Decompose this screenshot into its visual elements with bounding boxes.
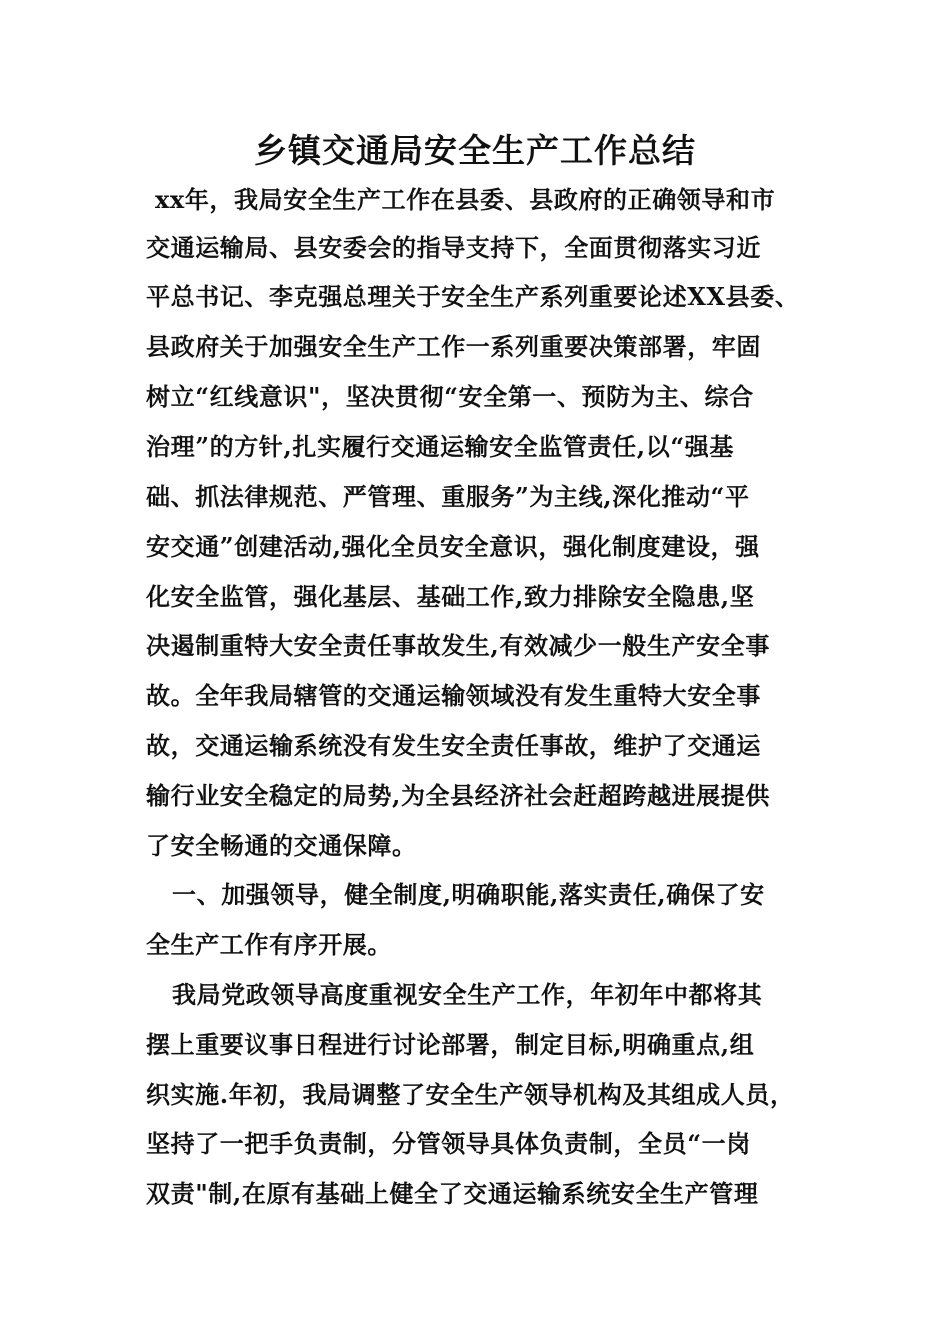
body-line: 输行业安全稳定的局势,为全县经济社会赶超跨越进展提供 — [146, 781, 770, 810]
body-line: 织实施.年初，我局调整了安全生产领导机构及其组成人员， — [146, 1080, 795, 1109]
body-line: 树立“红线意识"，坚决贯彻“安全第一、预防为主、综合 — [146, 382, 754, 411]
body-line: 我局党政领导高度重视安全生产工作，年初年中都将其 — [172, 980, 763, 1009]
body-line: 摆上重要议事日程进行讨论部署，制定目标,明确重点,组 — [146, 1030, 755, 1059]
document-title: 乡镇交通局安全生产工作总结 — [254, 131, 696, 170]
section-heading-line: 一、加强领导，健全制度,明确职能,落实责任,确保了安 — [172, 880, 765, 909]
body-line: 交通运输局、县安委会的指导支持下，全面贯彻落实习近 — [146, 233, 761, 262]
body-line: 双责"制,在原有基础上健全了交通运输系统安全生产管理 — [146, 1179, 759, 1208]
body-line: 故，交通运输系统没有发生安全责任事故，维护了交通运 — [146, 731, 761, 760]
body-line: 治理”的方针,扎实履行交通运输安全监管责任,以“强基 — [146, 432, 734, 461]
body-line: 安交通”创建活动,强化全员安全意识，强化制度建设，强 — [146, 532, 760, 561]
body-line: 坚持了一把手负责制，分管领导具体负责制，全员“一岗 — [146, 1129, 751, 1158]
body-line: 化安全监管，强化基层、基础工作,致力排除安全隐患,坚 — [146, 582, 755, 611]
body-line: xx年，我局安全生产工作在县委、县政府的正确领导和市 — [155, 185, 776, 214]
body-line: 县政府关于加强安全生产工作一系列重要决策部署，牢固 — [146, 332, 761, 361]
body-line: 决遏制重特大安全责任事故发生,有效减少一般生产安全事 — [146, 631, 770, 660]
body-line: 了安全畅通的交通保障。 — [146, 831, 417, 860]
body-line: 础、抓法律规范、严管理、重服务”为主线,深化推动“平 — [146, 482, 750, 511]
body-line: 故。全年我局辖管的交通运输领域没有发生重特大安全事 — [146, 681, 761, 710]
body-line: 平总书记、李克强总理关于安全生产系列重要论述XX县委、 — [146, 282, 800, 311]
section-heading-line: 全生产工作有序开展。 — [146, 930, 392, 959]
